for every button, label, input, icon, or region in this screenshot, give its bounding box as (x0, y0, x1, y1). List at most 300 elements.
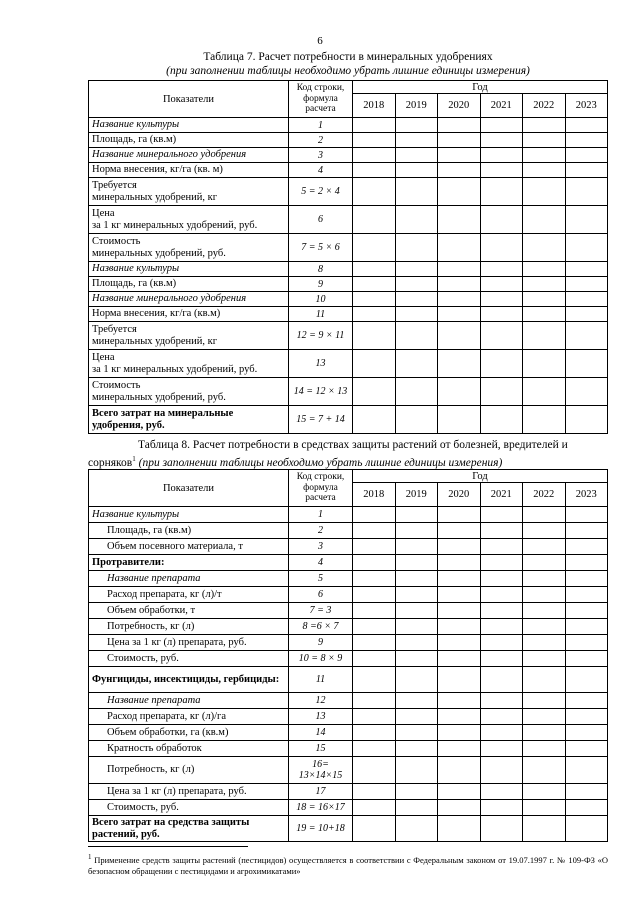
year-value-cell[interactable] (565, 133, 608, 148)
year-value-cell[interactable] (480, 635, 523, 651)
year-value-cell[interactable] (523, 816, 566, 842)
year-value-cell[interactable] (353, 635, 396, 651)
row-label: Цена за 1 кг (л) препарата, руб. (89, 784, 289, 800)
year-value-cell[interactable] (395, 148, 438, 163)
year-value-cell[interactable] (480, 539, 523, 555)
year-value-cell[interactable] (395, 234, 438, 262)
year-value-cell[interactable] (395, 816, 438, 842)
year-value-cell[interactable] (395, 507, 438, 523)
year-value-cell[interactable] (523, 555, 566, 571)
year-value-cell[interactable] (353, 603, 396, 619)
row-code: 15 (289, 741, 353, 757)
year-value-cell[interactable] (395, 571, 438, 587)
year-value-cell[interactable] (438, 118, 481, 133)
table-row (89, 693, 608, 709)
year-value-cell[interactable] (565, 635, 608, 651)
row-label: Стоимость минеральных удобрений, руб. (89, 234, 289, 262)
row-label: Протравители: (89, 555, 289, 571)
year-value-cell[interactable] (353, 292, 396, 307)
row-code: 9 (289, 635, 353, 651)
year-value-cell[interactable] (438, 635, 481, 651)
table-row (89, 262, 608, 277)
row-code: 12 = 9 × 11 (289, 322, 353, 350)
year-value-cell[interactable] (565, 406, 608, 434)
year-value-cell[interactable] (438, 523, 481, 539)
year-value-cell[interactable] (438, 277, 481, 292)
year-value-cell[interactable] (565, 816, 608, 842)
year-value-cell[interactable] (523, 725, 566, 741)
year-value-cell[interactable] (565, 178, 608, 206)
year-value-cell[interactable] (480, 507, 523, 523)
row-code: 19 = 10+18 (289, 816, 353, 842)
row-code: 4 (289, 163, 353, 178)
year-value-cell[interactable] (523, 651, 566, 667)
year-value-cell[interactable] (565, 262, 608, 277)
year-value-cell[interactable] (565, 206, 608, 234)
footnote-divider (88, 846, 248, 847)
year-value-cell[interactable] (480, 307, 523, 322)
year-value-cell[interactable] (565, 234, 608, 262)
year-value-cell[interactable] (353, 539, 396, 555)
year-value-cell[interactable] (438, 378, 481, 406)
year-value-cell[interactable] (395, 277, 438, 292)
row-label: Название препарата (89, 693, 289, 709)
row-code: 12 (289, 693, 353, 709)
table-row (89, 603, 608, 619)
row-label: Цена за 1 кг минеральных удобрений, руб. (89, 206, 289, 234)
year-value-cell[interactable] (438, 292, 481, 307)
row-label: Название культуры (89, 507, 289, 523)
year-value-cell[interactable] (438, 571, 481, 587)
year-column-header: 2020 (438, 483, 481, 507)
year-column-header: 2023 (565, 483, 608, 507)
year-value-cell[interactable] (395, 206, 438, 234)
year-value-cell[interactable] (480, 693, 523, 709)
row-code: 16= 13×14×15 (289, 757, 353, 784)
year-value-cell[interactable] (480, 800, 523, 816)
row-label: Объем посевного материала, т (89, 539, 289, 555)
row-code: 14 (289, 725, 353, 741)
year-value-cell[interactable] (353, 709, 396, 725)
year-value-cell[interactable] (480, 148, 523, 163)
year-column-header: 2023 (565, 94, 608, 118)
year-value-cell[interactable] (565, 693, 608, 709)
year-value-cell[interactable] (523, 507, 566, 523)
year-value-cell[interactable] (523, 571, 566, 587)
table-row (89, 178, 608, 206)
table-row (89, 587, 608, 603)
year-value-cell[interactable] (353, 406, 396, 434)
year-value-cell[interactable] (395, 800, 438, 816)
year-value-cell[interactable] (395, 619, 438, 635)
row-label: Площадь, га (кв.м) (89, 277, 289, 292)
footnote (88, 852, 608, 877)
table-row (89, 800, 608, 816)
year-value-cell[interactable] (565, 118, 608, 133)
year-value-cell[interactable] (438, 234, 481, 262)
year-value-cell[interactable] (523, 587, 566, 603)
row-label: Площадь, га (кв.м) (89, 133, 289, 148)
year-value-cell[interactable] (480, 292, 523, 307)
year-header: Год (353, 470, 608, 483)
year-value-cell[interactable] (395, 693, 438, 709)
year-value-cell[interactable] (480, 163, 523, 178)
year-value-cell[interactable] (565, 741, 608, 757)
year-value-cell[interactable] (565, 725, 608, 741)
year-value-cell[interactable] (565, 571, 608, 587)
table7-body (89, 118, 608, 434)
year-value-cell[interactable] (523, 350, 566, 378)
table8-body (89, 507, 608, 842)
year-value-cell[interactable] (353, 206, 396, 234)
year-column-header: 2022 (523, 94, 566, 118)
year-value-cell[interactable] (353, 350, 396, 378)
row-code: 5 = 2 × 4 (289, 178, 353, 206)
year-value-cell[interactable] (565, 800, 608, 816)
year-value-cell[interactable] (438, 307, 481, 322)
year-value-cell[interactable] (395, 587, 438, 603)
year-value-cell[interactable] (565, 784, 608, 800)
row-label: Стоимость, руб. (89, 651, 289, 667)
table-row (89, 619, 608, 635)
table-row (89, 539, 608, 555)
table8 (88, 469, 608, 842)
row-code: 5 (289, 571, 353, 587)
year-value-cell[interactable] (353, 757, 396, 784)
row-code: 18 = 16×17 (289, 800, 353, 816)
year-value-cell[interactable] (565, 307, 608, 322)
year-value-cell[interactable] (523, 118, 566, 133)
year-value-cell[interactable] (438, 619, 481, 635)
year-value-cell[interactable] (438, 406, 481, 434)
year-value-cell[interactable] (395, 133, 438, 148)
year-value-cell[interactable] (480, 350, 523, 378)
year-value-cell[interactable] (565, 603, 608, 619)
table-row (89, 816, 608, 842)
year-value-cell[interactable] (438, 350, 481, 378)
year-value-cell[interactable] (353, 587, 396, 603)
year-value-cell[interactable] (523, 800, 566, 816)
table7-note: (при заполнении таблицы необходимо убрать лишние единицы измерения) (166, 65, 530, 77)
row-code: 9 (289, 277, 353, 292)
year-value-cell[interactable] (565, 757, 608, 784)
year-value-cell[interactable] (480, 133, 523, 148)
table-row (89, 406, 608, 434)
year-value-cell[interactable] (480, 277, 523, 292)
year-value-cell[interactable] (438, 587, 481, 603)
year-value-cell[interactable] (395, 539, 438, 555)
year-value-cell[interactable] (565, 587, 608, 603)
year-value-cell[interactable] (480, 118, 523, 133)
year-value-cell[interactable] (438, 539, 481, 555)
code-header: Код строки, формула расчета (289, 470, 353, 507)
row-code: 1 (289, 118, 353, 133)
row-code: 2 (289, 523, 353, 539)
year-column-header: 2021 (480, 94, 523, 118)
year-value-cell[interactable] (565, 651, 608, 667)
row-label: Стоимость, руб. (89, 800, 289, 816)
year-value-cell[interactable] (395, 292, 438, 307)
year-value-cell[interactable] (523, 539, 566, 555)
year-value-cell[interactable] (395, 667, 438, 693)
table-row (89, 741, 608, 757)
row-label: Название препарата (89, 571, 289, 587)
row-label: Название минерального удобрения (89, 148, 289, 163)
year-value-cell[interactable] (353, 693, 396, 709)
year-value-cell[interactable] (565, 148, 608, 163)
year-value-cell[interactable] (480, 667, 523, 693)
indicators-header: Показатели (89, 81, 289, 118)
year-column-header: 2018 (353, 94, 396, 118)
year-value-cell[interactable] (480, 619, 523, 635)
year-value-cell[interactable] (523, 784, 566, 800)
year-value-cell[interactable] (523, 603, 566, 619)
year-value-cell[interactable] (480, 757, 523, 784)
year-value-cell[interactable] (480, 206, 523, 234)
year-value-cell[interactable] (438, 709, 481, 725)
year-value-cell[interactable] (523, 619, 566, 635)
year-value-cell[interactable] (480, 651, 523, 667)
year-value-cell[interactable] (523, 667, 566, 693)
year-value-cell[interactable] (353, 523, 396, 539)
year-value-cell[interactable] (480, 725, 523, 741)
year-value-cell[interactable] (480, 523, 523, 539)
table-row (89, 709, 608, 725)
year-value-cell[interactable] (438, 178, 481, 206)
year-column-header: 2019 (395, 483, 438, 507)
year-value-cell[interactable] (565, 539, 608, 555)
year-value-cell[interactable] (438, 693, 481, 709)
table-row (89, 206, 608, 234)
year-value-cell[interactable] (480, 378, 523, 406)
year-value-cell[interactable] (523, 741, 566, 757)
table-row (89, 667, 608, 693)
table-row (89, 148, 608, 163)
year-value-cell[interactable] (565, 507, 608, 523)
table-row (89, 163, 608, 178)
year-value-cell[interactable] (395, 163, 438, 178)
year-value-cell[interactable] (565, 709, 608, 725)
table8-title-line1: Таблица 8. Расчет потребности в средствах защиты растений от болезней, вредителей и (138, 439, 568, 451)
year-value-cell[interactable] (395, 555, 438, 571)
row-code: 10 (289, 292, 353, 307)
table-row (89, 507, 608, 523)
year-value-cell[interactable] (523, 163, 566, 178)
year-value-cell[interactable] (353, 277, 396, 292)
year-value-cell[interactable] (395, 741, 438, 757)
year-value-cell[interactable] (480, 555, 523, 571)
year-value-cell[interactable] (438, 322, 481, 350)
year-value-cell[interactable] (565, 667, 608, 693)
year-value-cell[interactable] (353, 148, 396, 163)
row-label: Стоимость минеральных удобрений, руб. (89, 378, 289, 406)
row-label: Название культуры (89, 118, 289, 133)
year-value-cell[interactable] (523, 757, 566, 784)
year-value-cell[interactable] (523, 709, 566, 725)
year-value-cell[interactable] (353, 667, 396, 693)
year-value-cell[interactable] (353, 741, 396, 757)
year-value-cell[interactable] (523, 178, 566, 206)
year-value-cell[interactable] (565, 292, 608, 307)
year-value-cell[interactable] (565, 619, 608, 635)
year-value-cell[interactable] (523, 322, 566, 350)
year-value-cell[interactable] (395, 178, 438, 206)
year-value-cell[interactable] (395, 635, 438, 651)
year-value-cell[interactable] (353, 800, 396, 816)
year-value-cell[interactable] (395, 322, 438, 350)
row-code: 8 =6 × 7 (289, 619, 353, 635)
year-value-cell[interactable] (438, 757, 481, 784)
year-value-cell[interactable] (523, 262, 566, 277)
year-value-cell[interactable] (523, 693, 566, 709)
year-value-cell[interactable] (523, 523, 566, 539)
year-value-cell[interactable] (523, 378, 566, 406)
year-value-cell[interactable] (480, 178, 523, 206)
year-column-header: 2019 (395, 94, 438, 118)
year-value-cell[interactable] (523, 234, 566, 262)
year-value-cell[interactable] (353, 118, 396, 133)
year-value-cell[interactable] (480, 784, 523, 800)
table-row (89, 635, 608, 651)
table7-title: Таблица 7. Расчет потребности в минеральных удобрениях (203, 51, 493, 63)
year-value-cell[interactable] (353, 784, 396, 800)
year-value-cell[interactable] (438, 651, 481, 667)
row-code: 8 (289, 262, 353, 277)
year-value-cell[interactable] (353, 262, 396, 277)
year-value-cell[interactable] (565, 555, 608, 571)
year-value-cell[interactable] (480, 741, 523, 757)
year-value-cell[interactable] (480, 587, 523, 603)
year-value-cell[interactable] (395, 406, 438, 434)
row-label: Норма внесения, кг/га (кв. м) (89, 163, 289, 178)
year-value-cell[interactable] (438, 555, 481, 571)
year-value-cell[interactable] (523, 292, 566, 307)
year-value-cell[interactable] (353, 571, 396, 587)
year-value-cell[interactable] (523, 635, 566, 651)
year-value-cell[interactable] (480, 571, 523, 587)
year-value-cell[interactable] (438, 148, 481, 163)
table-row (89, 725, 608, 741)
year-value-cell[interactable] (353, 378, 396, 406)
year-value-cell[interactable] (438, 206, 481, 234)
year-value-cell[interactable] (353, 322, 396, 350)
year-value-cell[interactable] (395, 262, 438, 277)
year-value-cell[interactable] (565, 350, 608, 378)
year-value-cell[interactable] (438, 133, 481, 148)
row-label: Всего затрат на минеральные удобрения, руб. (89, 406, 289, 434)
year-value-cell[interactable] (523, 307, 566, 322)
table-row (89, 118, 608, 133)
year-value-cell[interactable] (480, 322, 523, 350)
row-code: 13 (289, 709, 353, 725)
table-row (89, 307, 608, 322)
row-label: Фунгициды, инсектициды, гербициды: (89, 667, 289, 693)
year-value-cell[interactable] (395, 350, 438, 378)
year-value-cell[interactable] (353, 178, 396, 206)
year-value-cell[interactable] (480, 406, 523, 434)
year-value-cell[interactable] (438, 507, 481, 523)
year-value-cell[interactable] (395, 523, 438, 539)
table8-title-line2: сорняков (88, 456, 133, 469)
year-value-cell[interactable] (395, 784, 438, 800)
year-column-header: 2020 (438, 94, 481, 118)
page-number: 6 (317, 35, 323, 47)
footnote-mark: 1 (88, 853, 92, 861)
year-value-cell[interactable] (353, 507, 396, 523)
year-value-cell[interactable] (438, 816, 481, 842)
year-value-cell[interactable] (353, 619, 396, 635)
year-value-cell[interactable] (480, 603, 523, 619)
year-value-cell[interactable] (395, 725, 438, 741)
year-value-cell[interactable] (395, 118, 438, 133)
year-value-cell[interactable] (353, 234, 396, 262)
year-value-cell[interactable] (523, 406, 566, 434)
year-value-cell[interactable] (438, 163, 481, 178)
year-value-cell[interactable] (565, 523, 608, 539)
row-code: 15 = 7 + 14 (289, 406, 353, 434)
table-row (89, 784, 608, 800)
year-value-cell[interactable] (438, 603, 481, 619)
code-header: Код строки, формула расчета (289, 81, 353, 118)
year-value-cell[interactable] (523, 148, 566, 163)
year-value-cell[interactable] (353, 133, 396, 148)
year-value-cell[interactable] (438, 262, 481, 277)
year-value-cell[interactable] (395, 757, 438, 784)
year-value-cell[interactable] (565, 322, 608, 350)
footnote-text: Применение средств защиты растений (пестицидов) осуществляется в соответствии с Федеральным законом от 19.07.1997 г. № 109-ФЗ «О безопасном обращении с пестицидами и агрохимикатами» (88, 854, 609, 876)
year-value-cell[interactable] (395, 307, 438, 322)
year-value-cell[interactable] (565, 163, 608, 178)
year-value-cell[interactable] (438, 800, 481, 816)
year-value-cell[interactable] (395, 603, 438, 619)
row-code: 10 = 8 × 9 (289, 651, 353, 667)
year-value-cell[interactable] (438, 741, 481, 757)
year-value-cell[interactable] (480, 816, 523, 842)
footnote-reference[interactable]: 1 (132, 455, 136, 463)
year-value-cell[interactable] (353, 651, 396, 667)
year-value-cell[interactable] (480, 234, 523, 262)
year-value-cell[interactable] (480, 709, 523, 725)
year-value-cell[interactable] (480, 262, 523, 277)
year-value-cell[interactable] (395, 651, 438, 667)
year-value-cell[interactable] (353, 307, 396, 322)
year-value-cell[interactable] (523, 133, 566, 148)
year-value-cell[interactable] (353, 725, 396, 741)
row-code: 6 (289, 206, 353, 234)
year-value-cell[interactable] (353, 163, 396, 178)
year-value-cell[interactable] (353, 816, 396, 842)
year-value-cell[interactable] (523, 206, 566, 234)
table7-caption (88, 50, 608, 78)
row-label: Площадь, га (кв.м) (89, 523, 289, 539)
year-value-cell[interactable] (523, 277, 566, 292)
row-label: Потребность, кг (л) (89, 757, 289, 784)
year-value-cell[interactable] (395, 378, 438, 406)
year-value-cell[interactable] (438, 784, 481, 800)
table-row (89, 757, 608, 784)
year-value-cell[interactable] (565, 378, 608, 406)
row-code: 4 (289, 555, 353, 571)
row-code: 3 (289, 148, 353, 163)
year-value-cell[interactable] (353, 555, 396, 571)
table-row (89, 350, 608, 378)
year-value-cell[interactable] (438, 725, 481, 741)
year-value-cell[interactable] (565, 277, 608, 292)
year-value-cell[interactable] (395, 709, 438, 725)
year-value-cell[interactable] (438, 667, 481, 693)
row-label: Всего затрат на средства защиты растений, руб. (89, 816, 289, 842)
row-label: Требуется минеральных удобрений, кг (89, 322, 289, 350)
